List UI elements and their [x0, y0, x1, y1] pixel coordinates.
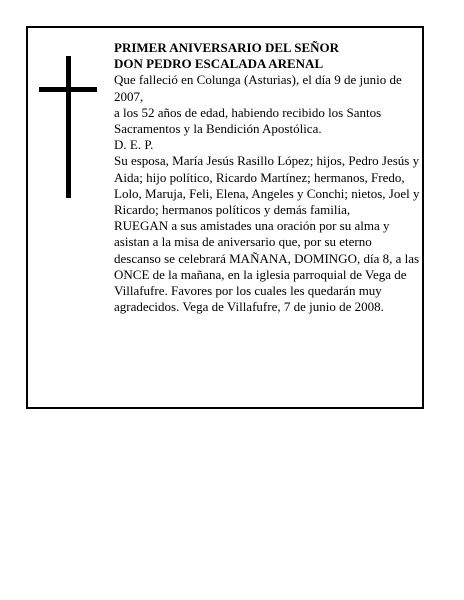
- cross-horizontal-bar: [39, 87, 97, 92]
- cross-icon: [39, 56, 97, 198]
- notice-title-line-2: DON PEDRO ESCALADA ARENAL: [114, 56, 324, 72]
- age-sacraments: a los 52 años de edad, habiendo recibido los Santos Sacramentos y la Bendición Apostólica.: [114, 104, 382, 137]
- cross-vertical-bar: [66, 56, 71, 198]
- rip-line: D. E. P.: [114, 137, 154, 153]
- family-list: Su esposa, María Jesús Rasillo López; hijos, Pedro Jesús y Aida; hijo político, Ricardo Martínez; hermanos, Fredo, Lolo, Maruja, Feli, Elena, Angeles y Conchi; nietos, Joel y Ricardo; hermanos políticos y demás familia,: [114, 153, 420, 218]
- obituary-notice: [26, 26, 424, 409]
- mass-invitation: RUEGAN a sus amistades una oración por su alma y asistan a la misa de aniversario que, por su eterno descanso se celebrará MAÑANA, DOMINGO, día 8, a las ONCE de la mañana, en la iglesia parroquial de Vega de Villafufre. Favores por los cuales les quedarán muy agradecidos. Vega de Villafufre, 7 de junio de 2008.: [114, 218, 420, 315]
- notice-title-line-1: PRIMER ANIVERSARIO DEL SEÑOR: [114, 40, 340, 55]
- death-place-date: Que falleció en Colunga (Asturias), el día 9 de junio de 2007,: [114, 72, 402, 104]
- notice-text: [114, 40, 420, 315]
